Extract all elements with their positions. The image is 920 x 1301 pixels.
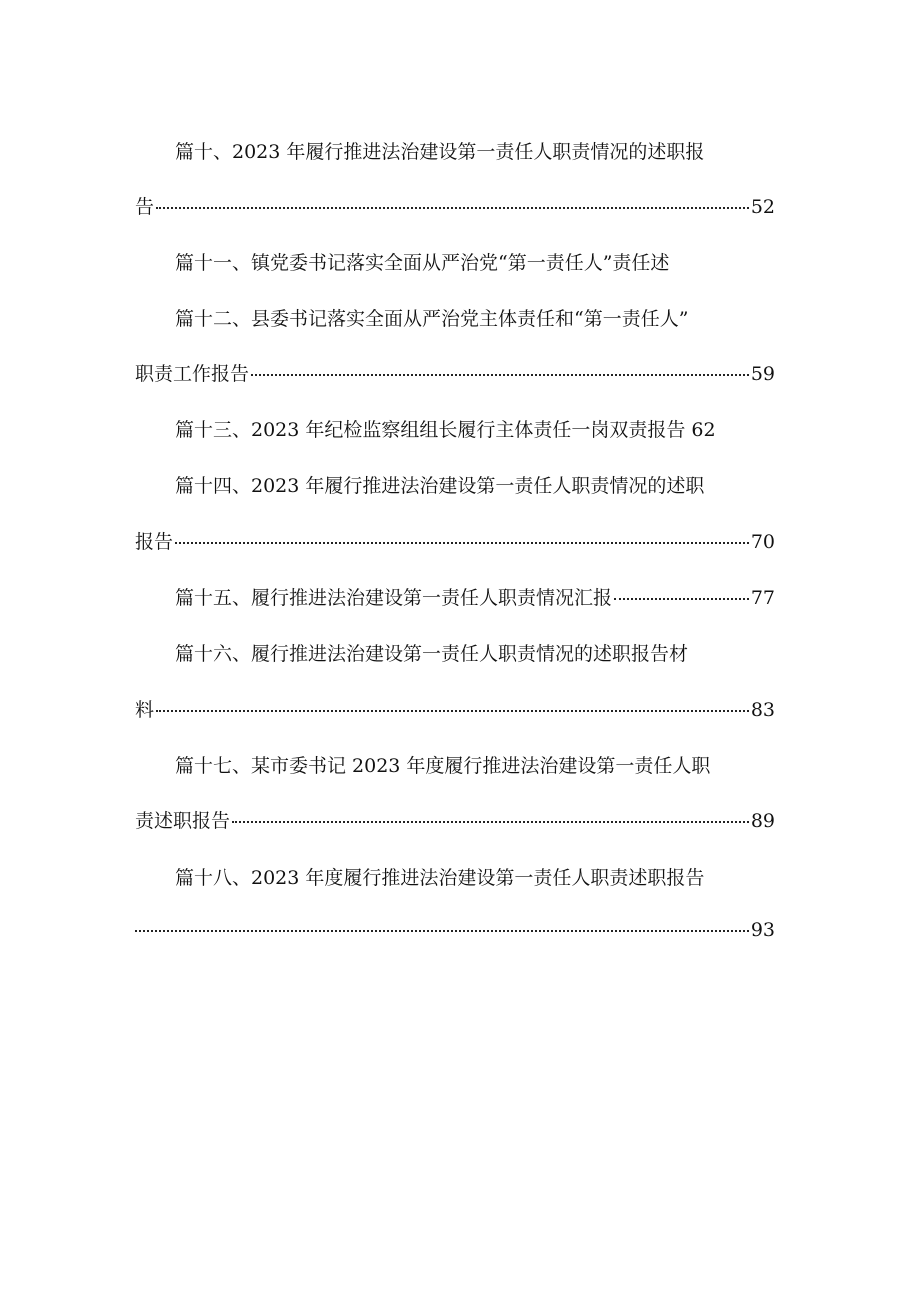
toc-entry-15[interactable] (135, 582, 775, 614)
toc-entry-13-title[interactable] (135, 414, 775, 446)
toc-entry-title-text: 篇十、2023 年履行推进法治建设第一责任人职责情况的述职报 (175, 141, 705, 163)
toc-entry-title-text: 责述职报告 (135, 810, 231, 832)
toc-entry-title-text: 篇十三、2023 年纪检监察组组长履行主体责任一岗双责报告 62 (175, 419, 716, 441)
dot-leader (232, 819, 749, 823)
toc-entry-16-title[interactable] (135, 638, 775, 670)
toc-entry-18-title[interactable] (135, 862, 775, 894)
toc-entry-title-text: 料 (135, 699, 155, 721)
toc-entry-title-text: 篇十八、2023 年度履行推进法治建设第一责任人职责述职报告 (175, 867, 705, 889)
dot-leader (156, 205, 749, 209)
toc-entry-title-text: 报告 (135, 531, 174, 553)
dot-leader (135, 928, 749, 932)
toc-entry-title-text: 职责工作报告 (135, 363, 250, 385)
toc-entry-10-continuation[interactable] (135, 191, 775, 223)
toc-entry-11-title[interactable] (135, 247, 775, 279)
toc-page-number: 93 (750, 919, 775, 941)
toc-page-number: 70 (750, 531, 775, 553)
toc-entry-title-text: 篇十五、履行推进法治建设第一责任人职责情况汇报 (175, 587, 613, 609)
dot-leader (156, 708, 749, 712)
dot-leader (175, 540, 749, 544)
toc-page-number: 77 (750, 587, 775, 609)
toc-entry-title-text: 篇十四、2023 年履行推进法治建设第一责任人职责情况的述职 (175, 475, 705, 497)
toc-page-number: 59 (750, 363, 775, 385)
dot-leader (251, 372, 749, 376)
toc-entry-10-title[interactable] (135, 136, 775, 168)
toc-entry-17-title[interactable] (135, 750, 775, 782)
toc-entry-18-continuation[interactable] (135, 914, 775, 946)
toc-page-number: 83 (750, 699, 775, 721)
toc-entry-title-text: 篇十一、镇党委书记落实全面从严治党“第一责任人”责任述 (175, 252, 670, 274)
toc-entry-title-text: 篇十二、县委书记落实全面从严治党主体责任和“第一责任人” (175, 308, 689, 330)
toc-entry-title-text: 告 (135, 196, 155, 218)
toc-entry-title-text: 篇十六、履行推进法治建设第一责任人职责情况的述职报告材 (175, 643, 689, 665)
toc-entry-16-continuation[interactable] (135, 694, 775, 726)
toc-page-number: 52 (750, 196, 775, 218)
toc-entry-14-continuation[interactable] (135, 526, 775, 558)
toc-entry-title-text: 篇十七、某市委书记 2023 年度履行推进法治建设第一责任人职 (175, 755, 711, 777)
toc-entry-14-title[interactable] (135, 470, 775, 502)
toc-entry-12-title[interactable] (135, 303, 775, 335)
toc-page-number: 89 (750, 810, 775, 832)
toc-entry-17-continuation[interactable] (135, 805, 775, 837)
dot-leader (614, 596, 749, 600)
toc-entry-12-continuation[interactable] (135, 358, 775, 390)
